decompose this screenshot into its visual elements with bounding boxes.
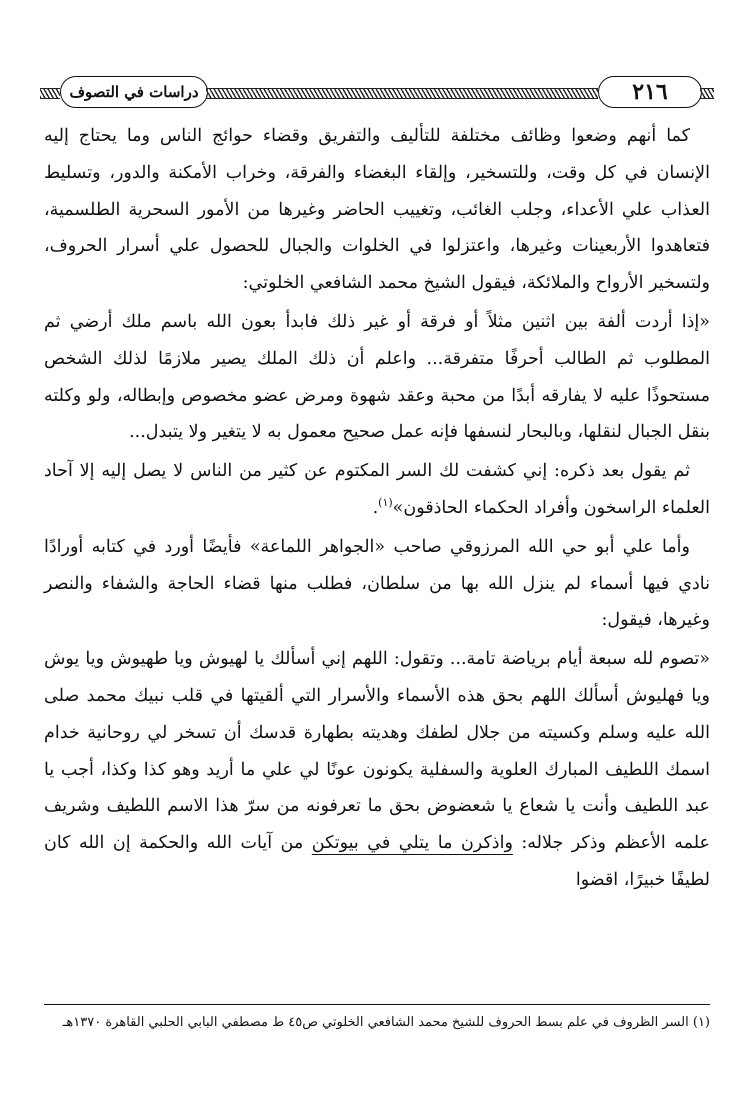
header-ornament-right (700, 88, 714, 99)
paragraph-1: كما أنهم وضعوا وظائف مختلفة للتأليف والتفريق وقضاء حوائج الناس وما يحتاج إليه الإنسان في كل وقت، وللتسخير، وإلقاء البغضاء والفرقة، وخراب الأمكنة والدور، وتسليط العذاب علي الأعداء، وجلب الغائب، وتغييب الحاضر وغيرها من الأمور السحرية الطلسمية، فتعاهدوا الأربعينات وغيرها، واعتزلوا في الخلوات والجبال للحصول علي أسرار الحروف، ولتسخير الأرواح والملائكة، فيقول الشيخ محمد الشافعي الخلوتي: (44, 126, 710, 294)
footnote-divider (44, 1004, 710, 1005)
footnote: (١) السر الظروف في علم بسط الحروف للشيخ محمد الشافعي الخلوتي ص٤٥ ط مصطفي البابي الحلبي القاهرة ١٣٧٠هـ (62, 1015, 710, 1030)
quote-2-text: «تصوم لله سبعة أيام برياضة تامة... وتقول: اللهم إني أسألك يا لهيوش ويا طهيوش ويا يوش ويا فهليوش أسألك اللهم بحق هذه الأسماء والأسرار التي ألقيتها في قلب نبيك محمد صلى الله عليه وسلم وكسيته من جلال لطفك وهديته بطهارة قدسك أن تسخر لي روحانية خدام اسمك اللطيف المبارك العلوية والسفلية يكونون عونًا لي علي ما أريد وهو كذا وكذا، أجب يا عبد اللطيف وأنت يا شعاع يا شعضوض بحق ما تعرفونه من سرّ هذا الاسم اللطيف وشريف علمه الأعظم وذكر جلاله: (44, 649, 711, 854)
footnote-reference: (١) (378, 496, 393, 510)
quote-2-continuation: من آيات الله والحكمة إن الله كان لطيفًا خبيرًا، اقضوا (44, 833, 710, 890)
paragraph-2-text: ثم يقول بعد ذكره: إني كشفت لك السر المكتوم عن كثير من الناس لا يصل إليه إلا آحاد العلماء الراسخون وأفراد الحكماء الحاذقون» (44, 461, 710, 518)
paragraph-3: وأما علي أبو حي الله المرزوقي صاحب «الجواهر اللماعة» فأيضًا أورد في كتابه أورادًا نادي فيها أسماء لم ينزل الله بها من سلطان، فطلب منها قضاء الحاجة والشفاء والنصر وغيرها، فيقول: (44, 536, 710, 631)
quote-1: «إذا أردت ألفة بين اثنين مثلاً أو فرقة أو غير ذلك فابدأ بعون الله باسم ملك أرضي ثم المطلوب ثم الطالب أحرفًا متفرقة... واعلم أن ذلك الملك يصير ملازمًا لذلك الشخص مستحوذًا عليه لا يفارقه أبدًا من محبة وعقد شهوة ومرض عضو مخصوص وإبطاله، ولو وكلته بنقل الجبال لنقلها، وبالبحار لنسفها فإنه عمل صحيح معمول به لا يتغير ولا يتبدل... (44, 311, 710, 443)
quote-2 (44, 641, 710, 899)
body-text (44, 118, 710, 899)
header-ornament-middle (206, 88, 598, 99)
quranic-citation: واذكرن ما يتلي في بيوتكن (311, 833, 513, 854)
page-number: ٢١٦ (598, 76, 702, 108)
running-header (40, 70, 714, 114)
book-title: دراسات في التصوف (60, 76, 208, 108)
paragraph-2: ثم يقول بعد ذكره: إني كشفت لك السر المكتوم عن كثير من الناس لا يصل إليه إلا آحاد العلماء الراسخون وأفراد الحكماء الحاذقون»$^{(١)}$. (44, 461, 710, 518)
header-ornament-left (40, 88, 60, 99)
